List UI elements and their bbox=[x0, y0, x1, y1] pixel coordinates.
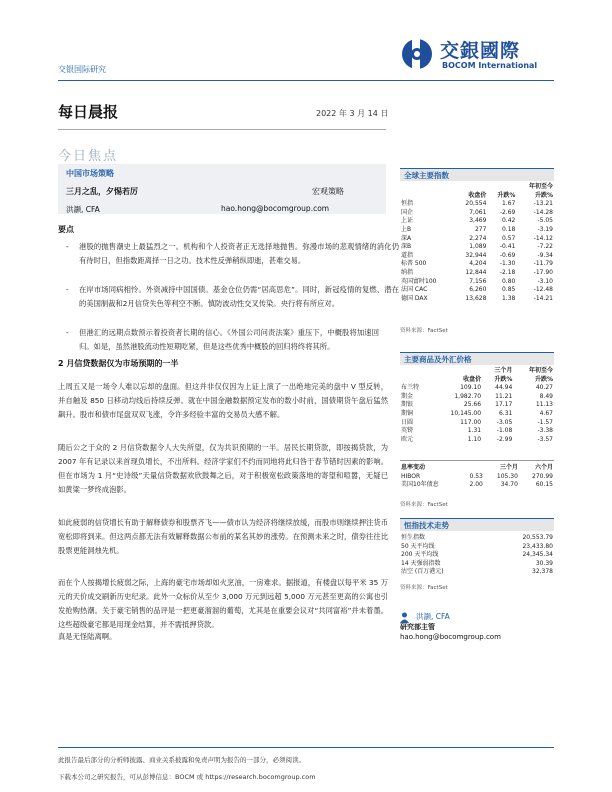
cell-value: -5.05 bbox=[537, 217, 553, 225]
row-label: HIBOR bbox=[401, 472, 421, 480]
table-header-row bbox=[400, 192, 554, 201]
focus-title: 今日焦点 bbox=[58, 149, 119, 164]
cell-value: 20,554 bbox=[465, 200, 487, 208]
cell-value: 1.38 bbox=[501, 294, 516, 302]
row-label: 期银 bbox=[401, 401, 414, 409]
table-row bbox=[400, 286, 554, 295]
row-label: 欧元 bbox=[401, 435, 414, 443]
cell-value: 4,204 bbox=[469, 260, 487, 268]
row-label: 法国 CAC bbox=[401, 286, 428, 294]
cell-value: -3.19 bbox=[537, 225, 553, 233]
table-row bbox=[400, 209, 554, 218]
cell-value: -14.12 bbox=[533, 234, 553, 242]
cell-value: 0.18 bbox=[501, 225, 516, 233]
cell-value: -17.90 bbox=[533, 268, 553, 276]
cell-value: -1.08 bbox=[496, 427, 513, 435]
cell-value: -9.34 bbox=[537, 251, 553, 259]
source-note: 资料来源：FactSet bbox=[400, 585, 448, 591]
column-header: 收盘价 bbox=[463, 375, 482, 383]
header-divider bbox=[58, 80, 554, 81]
row-label: 上证 bbox=[401, 217, 414, 225]
table-row bbox=[400, 401, 554, 410]
table-row bbox=[400, 217, 554, 226]
market-strategy-author: 洪灏, CFA bbox=[66, 205, 100, 214]
column-header: 三个月 bbox=[494, 367, 513, 374]
market-strategy-subtitle: 三月之乱，夕惕若厉 bbox=[66, 187, 138, 196]
cell-value: -1.30 bbox=[499, 260, 516, 268]
table-row bbox=[400, 568, 554, 577]
column-header: 升跌% bbox=[494, 375, 513, 383]
cell-value: 34.70 bbox=[500, 481, 518, 489]
row-label: 道指 bbox=[401, 251, 414, 259]
cell-value: 2.00 bbox=[469, 481, 483, 489]
cell-value: 0.53 bbox=[469, 472, 483, 480]
cell-value: 12,844 bbox=[465, 268, 487, 276]
cell-value: 25.66 bbox=[463, 401, 482, 409]
global-indices-header: 全球主要指数 bbox=[400, 168, 554, 181]
column-header: 年初至今 bbox=[528, 183, 553, 190]
cell-value: -0.69 bbox=[499, 251, 516, 259]
disclaimer-text: 此报告最后部分的分析师披露、商业关系披露和免责声明为报告的一部分，必须阅读。 bbox=[58, 756, 305, 764]
row-label: 期铜 bbox=[401, 409, 414, 417]
cell-value: 8.49 bbox=[539, 392, 553, 400]
cell-value: 30.39 bbox=[535, 559, 553, 567]
cell-value: 1,089 bbox=[469, 243, 487, 251]
row-label: 恒生指数 bbox=[401, 534, 426, 541]
row-label: 纳指 bbox=[401, 268, 414, 276]
row-label: 恒指 bbox=[401, 200, 414, 208]
cell-value: 270.99 bbox=[532, 472, 553, 480]
row-label: 期金 bbox=[401, 392, 414, 400]
report-title: 每日晨报 bbox=[58, 103, 119, 121]
row-label: 深A bbox=[401, 234, 412, 242]
column-header: 收盘价 bbox=[468, 191, 487, 199]
key-points-title: 要点 bbox=[58, 225, 74, 234]
body-paragraph: 上周五又是一场令人难以忘却的盘面。但这并非仅仅因为上证上演了一出绝地完美的盘中 V 型反转，并自触及 850 日移动均线后持续反弹。就在中国金融数据预定发布的数小时前，国债期货午盘后猛然飙升。股市和债市尾盘双双飞涨，令许多经验丰富的交易员大感不解。 bbox=[58, 382, 388, 419]
table-row bbox=[400, 278, 554, 287]
market-strategy-tag: 宏观策略 bbox=[312, 187, 344, 196]
cell-value: 109.10 bbox=[460, 384, 482, 392]
row-label: 英镑 bbox=[401, 427, 414, 435]
cell-value: -2.69 bbox=[499, 208, 516, 216]
technicals-table bbox=[400, 534, 554, 577]
cell-value: 1.10 bbox=[467, 435, 482, 443]
cell-value: -11.79 bbox=[533, 260, 553, 268]
table-row bbox=[400, 393, 554, 402]
table-header-row bbox=[400, 367, 554, 376]
cell-value: 4.67 bbox=[539, 409, 553, 417]
global-indices-table bbox=[400, 183, 554, 303]
market-strategy-box bbox=[58, 164, 386, 214]
bullet-item: - 但港汇的远期点数预示着投资者长期的信心。《外国公司问责法案》重压下，中概股将加速回归。如是，虽然港股流动性短期吃紧，但是这些优秀中概股的回归将终将其所。 bbox=[66, 326, 379, 354]
row-label: 美国10年债息 bbox=[401, 481, 439, 489]
column-header: 升跌% bbox=[497, 191, 516, 199]
cell-value: -0.41 bbox=[499, 243, 516, 251]
table-row bbox=[400, 295, 554, 304]
table-row bbox=[400, 384, 554, 393]
cell-value: 0.85 bbox=[501, 286, 516, 294]
report-date: 2022 年 3 月 14 日 bbox=[316, 109, 389, 118]
table-row bbox=[400, 419, 554, 428]
market-strategy-label: 中国市场策略 bbox=[66, 169, 114, 178]
row-label: 国企 bbox=[401, 208, 414, 216]
row-label: 上B bbox=[401, 225, 412, 233]
cell-value: 13,628 bbox=[465, 294, 487, 302]
analyst-email[interactable]: hao.hong@bocomgroup.com bbox=[400, 633, 501, 641]
cell-value: 2,274 bbox=[469, 234, 487, 242]
table-row bbox=[400, 226, 554, 235]
source-note: 资料来源：FactSet bbox=[400, 502, 448, 508]
technicals-header: 恒指技术走势 bbox=[400, 518, 554, 531]
cell-value: -12.48 bbox=[533, 286, 553, 294]
cell-value: 10,145.00 bbox=[450, 409, 482, 417]
cell-value: 17.17 bbox=[495, 401, 513, 409]
table-row bbox=[400, 260, 554, 269]
row-label: 14 天强弱指数 bbox=[401, 559, 441, 567]
table-row bbox=[400, 436, 554, 445]
cell-value: 24,345.34 bbox=[522, 551, 553, 559]
section-title: 2 月信贷数据仅为市场预期的一半 bbox=[58, 359, 179, 368]
cell-value: 1,982.70 bbox=[454, 392, 482, 400]
cell-value: 3,469 bbox=[469, 217, 487, 225]
rates-table bbox=[400, 464, 554, 490]
cell-value: 6.31 bbox=[498, 409, 513, 417]
table-row bbox=[400, 200, 554, 209]
body-paragraph: 真是无怪陆离啊。 bbox=[58, 632, 117, 641]
cell-value: 11.21 bbox=[495, 392, 513, 400]
cell-value: -3.05 bbox=[496, 418, 513, 426]
body-paragraph: 而在个人按揭增长疲弱之际，上海的豪宅市场却如火烹油，一房难求。据报道，有楼盘以每平米 35 万元的天价成交刷新历史纪录。此外一众标价从至少 3,000 万元到远超 5,000 万元甚至更高的公寓也引发抢购热潮。关于豪宅销售的品评是一把更豪溜溜的葡萄，尤其是在重要会议对“共同富裕”并未着墨。这些超级豪宅都是用现金结算，并不需抵押贷款。 bbox=[58, 578, 388, 629]
row-label: 日圆 bbox=[401, 418, 414, 426]
table-header-row bbox=[400, 376, 554, 385]
column-header: 息率变动 bbox=[401, 464, 426, 471]
table-row bbox=[400, 551, 554, 560]
row-label: 沽空 (百万港元) bbox=[401, 568, 444, 576]
cell-value: 105.30 bbox=[496, 472, 518, 480]
table-header-row bbox=[400, 464, 554, 473]
table-row bbox=[400, 269, 554, 278]
row-label: 50 天平均线 bbox=[401, 542, 435, 550]
commodities-header: 主要商品及外汇价格 bbox=[400, 352, 554, 365]
cell-value: -13.21 bbox=[533, 200, 553, 208]
cell-value: -3.57 bbox=[537, 435, 553, 443]
bullet-item: - 在岸市场同病相怜。外资减持中国国债。基金仓位仍需“居高思危”。同时，新冠疫情的复燃、潜在的美国制裁和2月信贷失色等利空不断。慎防波动性交叉传染。央行将有所应对。 bbox=[66, 283, 399, 311]
logo-chinese-text: 交銀國際 bbox=[440, 40, 521, 62]
column-header: 升跌% bbox=[534, 191, 553, 199]
title-divider bbox=[58, 129, 386, 130]
cell-value: -3.10 bbox=[537, 277, 553, 285]
column-header: 六个月 bbox=[534, 464, 553, 471]
logo-english-text: BOCOM International bbox=[442, 61, 538, 70]
table-row bbox=[400, 481, 554, 490]
table-divider bbox=[400, 460, 554, 461]
cell-value: 6,260 bbox=[469, 286, 487, 294]
cell-value: 60.15 bbox=[535, 481, 553, 489]
cell-value: 44.94 bbox=[495, 384, 513, 392]
cell-value: -3.38 bbox=[537, 427, 553, 435]
cell-value: 7,156 bbox=[469, 277, 487, 285]
table-row bbox=[400, 243, 554, 252]
cell-value: 40.27 bbox=[535, 384, 553, 392]
footer-divider bbox=[58, 747, 554, 748]
body-paragraph: 如此疲弱的信贷增长有助于解释债券和股票齐飞——债市认为经济将继续放缓，而股市则继续押注货币宽松即将到来。但这两点都无法有效解释数据公布前的某名其妙的涨势。在预测未来之时，债券往往比股票更能洞烛先机。 bbox=[58, 518, 388, 555]
cell-value: 0.42 bbox=[501, 217, 516, 225]
column-header: 年初至今 bbox=[528, 367, 553, 374]
analyst-name: 洪灏, CFA bbox=[416, 612, 450, 621]
download-info[interactable]: 下载本公司之研究报告，可从彭博信息：BOCM 或 https://research.bocomgroup.com bbox=[58, 773, 316, 781]
table-header-row bbox=[400, 183, 554, 192]
source-note: 资料来源：FactSet bbox=[400, 328, 448, 334]
commodities-table bbox=[400, 367, 554, 444]
row-label: 布兰特 bbox=[401, 384, 420, 392]
table-row bbox=[400, 473, 554, 482]
cell-value: -14.21 bbox=[533, 294, 553, 302]
cell-value: 117.00 bbox=[460, 418, 482, 426]
row-label: 深B bbox=[401, 243, 412, 251]
bocom-logo-icon bbox=[400, 36, 434, 72]
cell-value: 277 bbox=[474, 225, 487, 233]
cell-value: 1.31 bbox=[467, 427, 482, 435]
table-row bbox=[400, 534, 554, 543]
row-label: 标普 500 bbox=[401, 260, 427, 268]
row-label: 德国 DAX bbox=[401, 294, 428, 302]
bullet-item: - 港股的抛售潮史上最猛烈之一。机构和个人投资者正无选择地抛售。弥漫市场的悲观情绪的消化仍有待时日，但指数距离择一日之功。技术性反弹稍纵即逝，甚难交易。 bbox=[66, 240, 399, 268]
table-row bbox=[400, 427, 554, 436]
cell-value: 32,378 bbox=[532, 568, 553, 576]
table-row bbox=[400, 235, 554, 244]
cell-value: 0.80 bbox=[501, 277, 516, 285]
cell-value: 32,944 bbox=[465, 251, 487, 259]
cell-value: 23,433.80 bbox=[522, 542, 553, 550]
row-label: 英国富时100 bbox=[401, 277, 437, 285]
row-label: 200 天平均线 bbox=[401, 551, 439, 559]
market-strategy-email[interactable]: hao.hong@bocomgroup.com bbox=[221, 204, 330, 213]
cell-value: -1.57 bbox=[537, 418, 553, 426]
cell-value: -7.22 bbox=[537, 243, 553, 251]
analyst-department: 研究部主管 bbox=[400, 623, 435, 631]
cell-value: 20,553.79 bbox=[522, 534, 553, 541]
bocom-logo bbox=[400, 36, 572, 76]
cell-value: 0.57 bbox=[501, 234, 516, 242]
column-header: 三个月 bbox=[499, 464, 518, 471]
cell-value: -2.99 bbox=[496, 435, 513, 443]
body-paragraph: 随后公之于众的 2 月信贷数据令人大失所望，仅为共识预期的一半。居民长期贷款，即按揭贷款，为 2007 年有记录以来首现负增长，不出所料。经济学家们不约而同地将此归咎于春节错时因素的影响。但在市场为 1 月“史诗级”天量信贷数据欢欣鼓舞之后，对于积极宽松政策落地的寄望和喧嚣，无疑已如黄粱一梦终成泡影。 bbox=[58, 443, 388, 494]
cell-value: 7,061 bbox=[469, 208, 487, 216]
table-row bbox=[400, 410, 554, 419]
cell-value: 11.13 bbox=[535, 401, 553, 409]
research-label: 交银国际研究 bbox=[58, 65, 106, 74]
table-row bbox=[400, 543, 554, 552]
cell-value: -14.28 bbox=[533, 208, 553, 216]
column-header: 升跌% bbox=[534, 375, 553, 383]
cell-value: -2.18 bbox=[499, 268, 516, 276]
cell-value: 1.67 bbox=[501, 200, 516, 208]
